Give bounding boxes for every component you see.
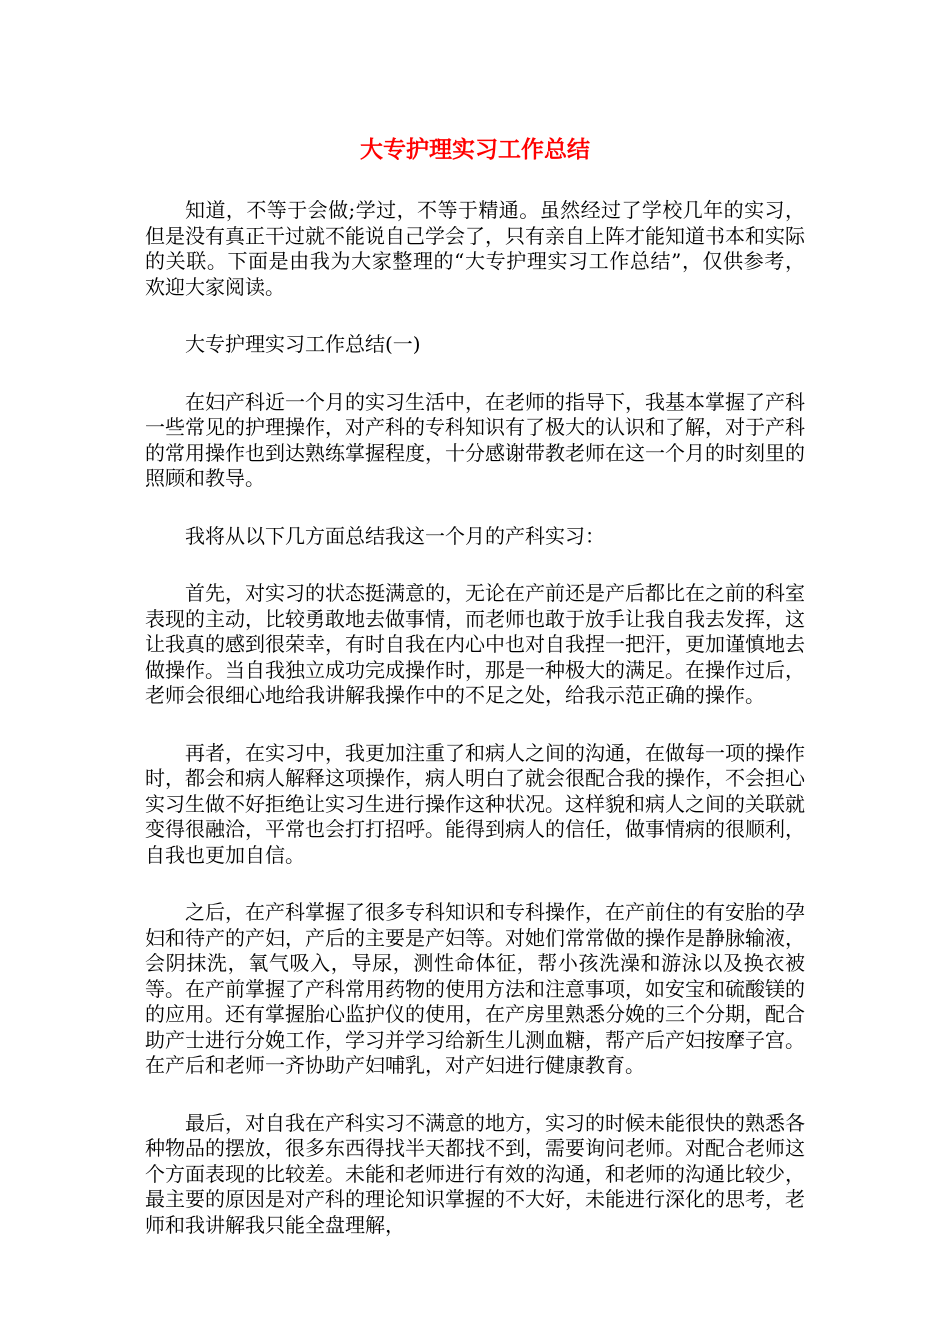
document-title: 大专护理实习工作总结 xyxy=(360,137,590,163)
paragraph-last: 最后，对自我在产科实习不满意的地方，实习的时候未能很快的熟悉各种物品的摆放，很多东西得找半天都找不到，需要询问老师。对配合老师这个方面表现的比较差。未能和老师进行有效的沟通，和老师的沟通比较少，最主要的原因是对产科的理论知识掌握的不大好，未能进行深化的思考，老师和我讲解我只能全盘理解， xyxy=(145,1110,805,1237)
paragraph-first: 首先，对实习的状态挺满意的，无论在产前还是产后都比在之前的科室表现的主动，比较勇敢地去做事情，而老师也敢于放手让我自我去发挥，这让我真的感到很荣幸，有时自我在内心中也对自我捏一把汗，更加谨慎地去做操作。当自我独立成功完成操作时，那是一种极大的满足。在操作过后，老师会很细心地给我讲解我操作中的不足之处，给我示范正确的操作。 xyxy=(145,581,805,707)
paragraph-intro: 知道，不等于会做;学过，不等于精通。虽然经过了学校几年的实习，但是没有真正干过就不能说自己学会了，只有亲自上阵才能知道书本和实际的关联。下面是由我为大家整理的“大专护理实习工作总结”，仅供参考，欢迎大家阅读。 xyxy=(145,198,805,299)
document-body xyxy=(145,198,805,1270)
paragraph-third: 之后，在产科掌握了很多专科知识和专科操作，在产前住的有安胎的孕妇和待产的产妇，产后的主要是产妇等。对她们常常做的操作是静脉输液，会阴抹洗，氧气吸入，导尿，测性命体征，帮小孩洗澡和游泳以及换衣被等。在产前掌握了产科常用药物的使用方法和注意事项，如安宝和硫酸镁的的应用。还有掌握胎心监护仪的使用，在产房里熟悉分娩的三个分期，配合助产士进行分娩工作，学习并学习给新生儿测血糖，帮产后产妇按摩子宫。在产后和老师一齐协助产妇哺乳，对产妇进行健康教育。 xyxy=(145,900,805,1077)
paragraph-summary-lead: 我将从以下几方面总结我这一个月的产科实习： xyxy=(185,523,605,548)
paragraph-second: 再者，在实习中，我更加注重了和病人之间的沟通，在做每一项的操作时，都会和病人解释这项操作，病人明白了就会很配合我的操作，不会担心实习生做不好拒绝让实习生进行操作这种状况。这样貌和病人之间的关联就变得很融洽，平常也会打打招呼。能得到病人的信任，做事情病的很顺利，自我也更加自信。 xyxy=(145,740,805,867)
section-heading: 大专护理实习工作总结(一) xyxy=(185,332,421,356)
paragraph-overview: 在妇产科近一个月的实习生活中，在老师的指导下，我基本掌握了产科一些常见的护理操作，对产科的专科知识有了极大的认识和了解，对于产科的常用操作也到达熟练掌握程度，十分感谢带教老师在这一个月的时刻里的照顾和教导。 xyxy=(145,389,805,490)
